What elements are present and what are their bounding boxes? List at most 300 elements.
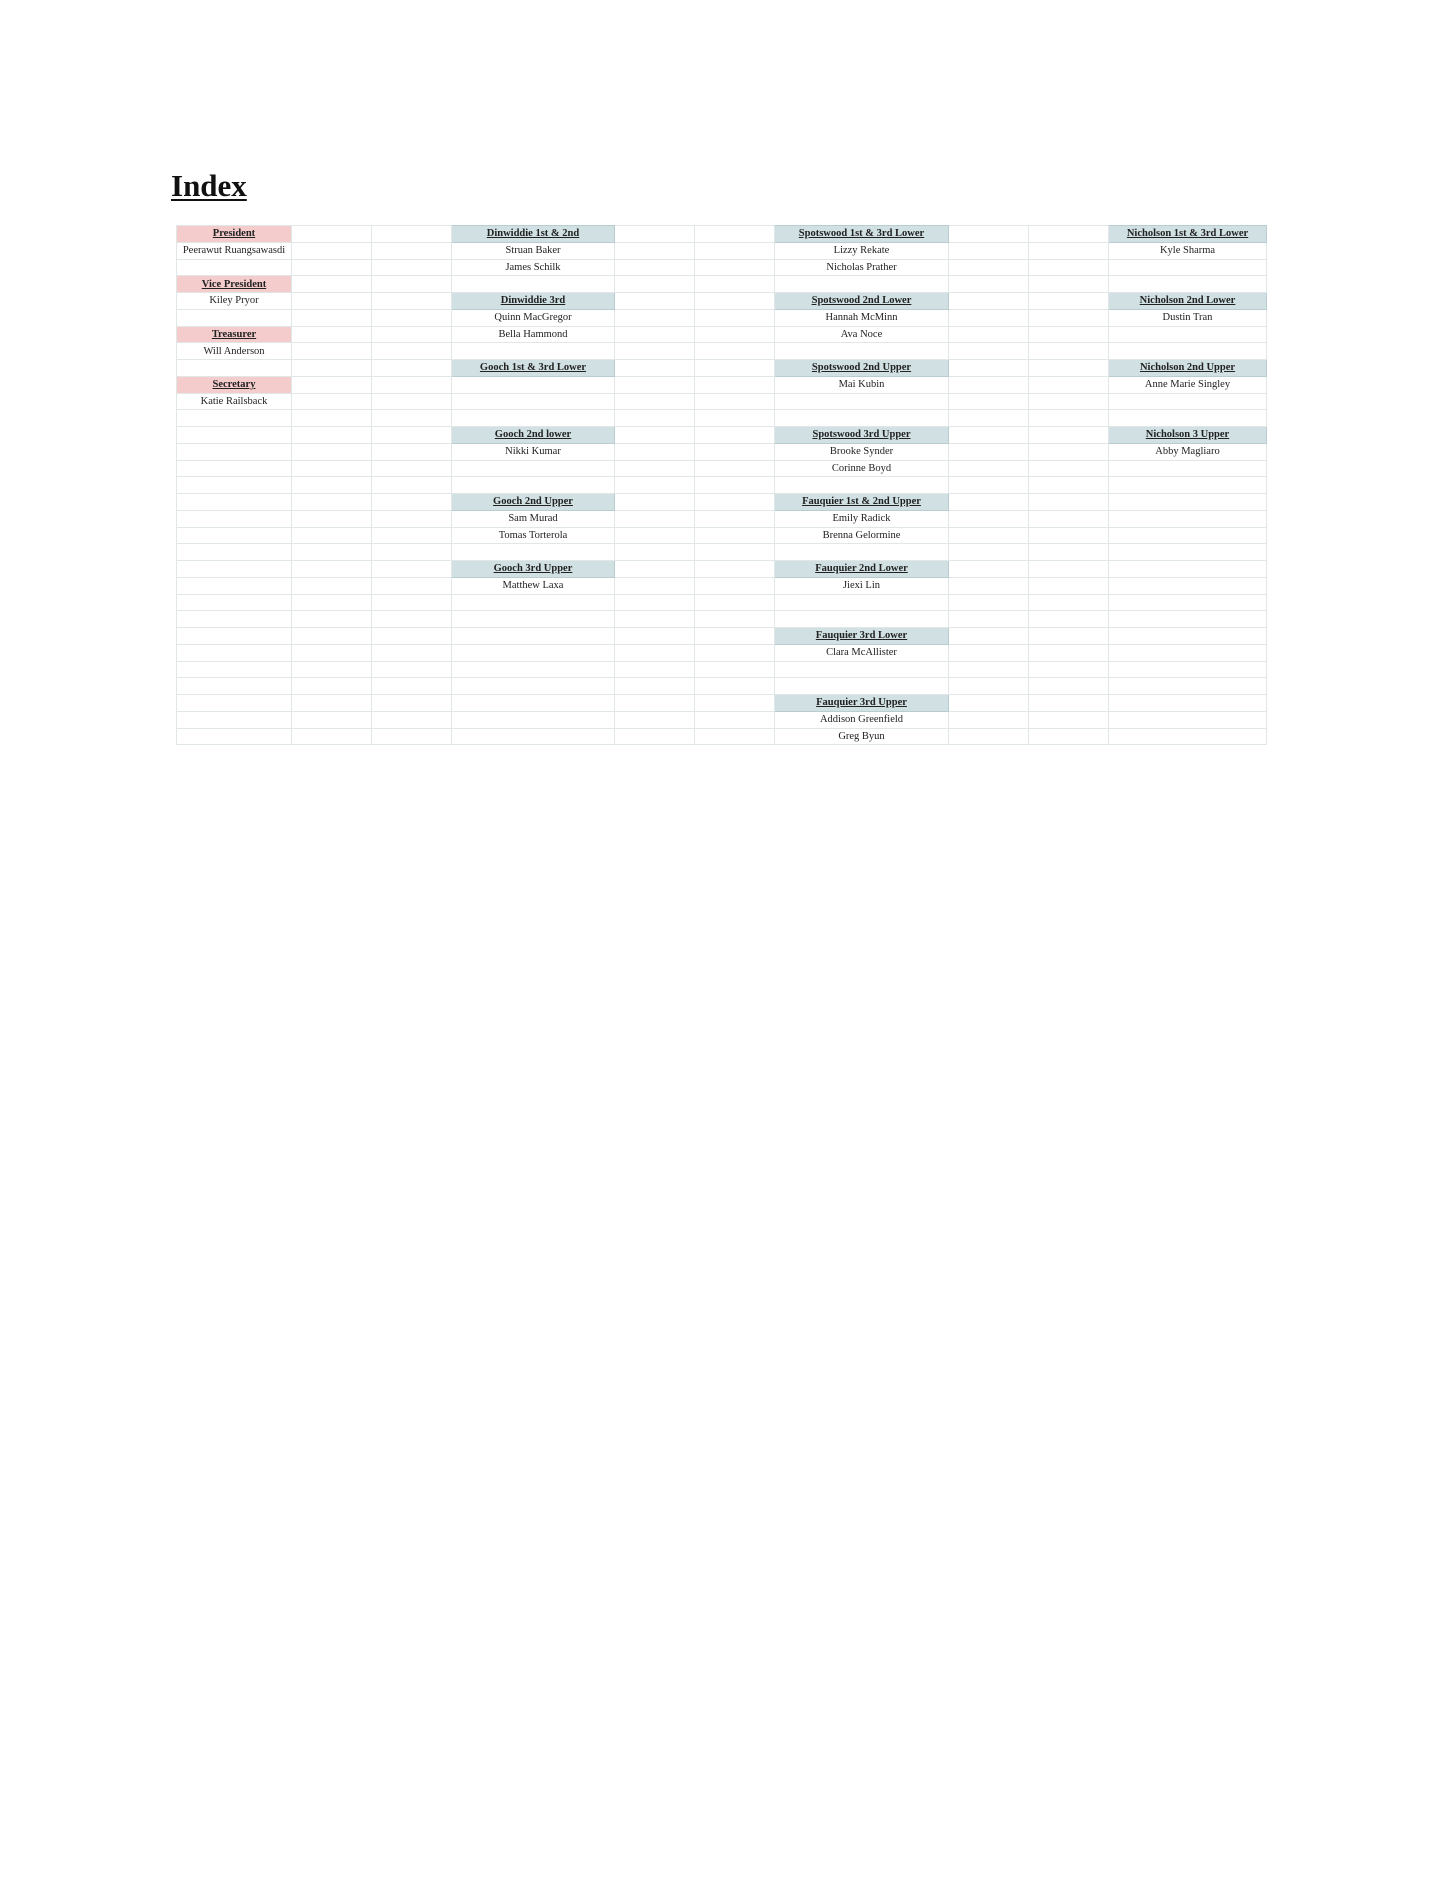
table-row xyxy=(177,628,1267,645)
grid-cell xyxy=(695,226,775,243)
grid-cell xyxy=(949,561,1029,578)
area-header: Gooch 3rd Upper xyxy=(452,561,615,578)
grid-cell xyxy=(949,544,1029,561)
grid-cell xyxy=(1029,527,1109,544)
member-name: Jiexi Lin xyxy=(775,577,949,594)
member-name: Bella Hammond xyxy=(452,326,615,343)
grid-cell xyxy=(292,376,372,393)
grid-cell xyxy=(452,410,615,427)
grid-cell xyxy=(1109,644,1267,661)
grid-cell xyxy=(949,309,1029,326)
table-row xyxy=(177,611,1267,628)
grid-cell xyxy=(615,360,695,377)
grid-cell xyxy=(775,594,949,611)
grid-cell xyxy=(292,577,372,594)
grid-cell xyxy=(1029,309,1109,326)
grid-cell xyxy=(775,678,949,695)
table-row xyxy=(177,494,1267,511)
table-row xyxy=(177,711,1267,728)
grid-cell xyxy=(292,460,372,477)
grid-cell xyxy=(372,527,452,544)
area-header: Spotswood 3rd Upper xyxy=(775,427,949,444)
grid-cell xyxy=(452,628,615,645)
grid-cell xyxy=(177,510,292,527)
grid-cell xyxy=(1109,477,1267,494)
grid-cell xyxy=(372,678,452,695)
grid-cell xyxy=(695,326,775,343)
grid-cell xyxy=(292,611,372,628)
grid-cell xyxy=(177,695,292,712)
grid-cell xyxy=(372,360,452,377)
grid-cell xyxy=(695,494,775,511)
index-grid xyxy=(176,225,1267,745)
grid-cell xyxy=(615,477,695,494)
grid-cell xyxy=(695,695,775,712)
grid-cell xyxy=(949,226,1029,243)
grid-cell xyxy=(177,611,292,628)
grid-cell xyxy=(615,242,695,259)
grid-cell xyxy=(615,678,695,695)
grid-cell xyxy=(615,410,695,427)
grid-cell xyxy=(949,678,1029,695)
table-row xyxy=(177,226,1267,243)
grid-cell xyxy=(372,226,452,243)
table-row xyxy=(177,728,1267,745)
grid-cell xyxy=(1029,242,1109,259)
grid-cell xyxy=(292,678,372,695)
grid-cell xyxy=(1109,628,1267,645)
grid-cell xyxy=(177,678,292,695)
grid-cell xyxy=(292,561,372,578)
grid-cell xyxy=(615,611,695,628)
grid-cell xyxy=(695,628,775,645)
grid-cell xyxy=(615,695,695,712)
grid-cell xyxy=(1109,527,1267,544)
grid-cell xyxy=(949,611,1029,628)
grid-body xyxy=(177,226,1267,745)
grid-cell xyxy=(615,510,695,527)
grid-cell xyxy=(372,443,452,460)
grid-cell xyxy=(1029,376,1109,393)
grid-cell xyxy=(949,594,1029,611)
grid-cell xyxy=(1029,494,1109,511)
table-row xyxy=(177,360,1267,377)
member-name: Ava Noce xyxy=(775,326,949,343)
grid-cell xyxy=(1029,611,1109,628)
grid-cell xyxy=(292,628,372,645)
grid-cell xyxy=(615,376,695,393)
area-header: Spotswood 2nd Upper xyxy=(775,360,949,377)
table-row xyxy=(177,678,1267,695)
grid-cell xyxy=(775,343,949,360)
grid-cell xyxy=(292,343,372,360)
grid-cell xyxy=(1029,276,1109,293)
grid-cell xyxy=(372,293,452,310)
grid-cell xyxy=(1029,226,1109,243)
grid-cell xyxy=(1029,628,1109,645)
grid-cell xyxy=(695,527,775,544)
member-name: Addison Greenfield xyxy=(775,711,949,728)
member-name: Will Anderson xyxy=(177,343,292,360)
grid-cell xyxy=(695,443,775,460)
grid-cell xyxy=(292,443,372,460)
grid-cell xyxy=(177,309,292,326)
member-name: Corinne Boyd xyxy=(775,460,949,477)
grid-cell xyxy=(177,577,292,594)
grid-cell xyxy=(1109,276,1267,293)
area-header: Fauquier 3rd Upper xyxy=(775,695,949,712)
grid-cell xyxy=(372,393,452,410)
grid-cell xyxy=(292,494,372,511)
area-header: Gooch 1st & 3rd Lower xyxy=(452,360,615,377)
grid-cell xyxy=(292,276,372,293)
grid-cell xyxy=(695,460,775,477)
table-row xyxy=(177,393,1267,410)
grid-cell xyxy=(949,460,1029,477)
area-header: Fauquier 2nd Lower xyxy=(775,561,949,578)
page-title: Index xyxy=(171,168,247,203)
grid-cell xyxy=(775,611,949,628)
table-row xyxy=(177,309,1267,326)
grid-cell xyxy=(695,276,775,293)
grid-cell xyxy=(615,276,695,293)
grid-cell xyxy=(949,343,1029,360)
area-header: Fauquier 1st & 2nd Upper xyxy=(775,494,949,511)
grid-cell xyxy=(452,343,615,360)
table-row xyxy=(177,376,1267,393)
grid-cell xyxy=(452,644,615,661)
grid-cell xyxy=(615,594,695,611)
grid-cell xyxy=(949,494,1029,511)
grid-cell xyxy=(695,343,775,360)
grid-cell xyxy=(615,226,695,243)
grid-cell xyxy=(372,544,452,561)
area-header: Nicholson 2nd Upper xyxy=(1109,360,1267,377)
grid-cell xyxy=(695,561,775,578)
grid-cell xyxy=(452,611,615,628)
grid-cell xyxy=(615,293,695,310)
member-name: Clara McAllister xyxy=(775,644,949,661)
table-row xyxy=(177,293,1267,310)
table-row xyxy=(177,544,1267,561)
grid-cell xyxy=(775,661,949,678)
member-name: James Schilk xyxy=(452,259,615,276)
member-name: Katie Railsback xyxy=(177,393,292,410)
grid-cell xyxy=(177,443,292,460)
grid-cell xyxy=(615,460,695,477)
grid-cell xyxy=(1109,561,1267,578)
grid-cell xyxy=(949,360,1029,377)
table-row xyxy=(177,276,1267,293)
grid-cell xyxy=(372,628,452,645)
grid-cell xyxy=(695,427,775,444)
area-header: Spotswood 2nd Lower xyxy=(775,293,949,310)
grid-cell xyxy=(292,477,372,494)
grid-cell xyxy=(372,561,452,578)
grid-cell xyxy=(372,728,452,745)
grid-cell xyxy=(695,644,775,661)
grid-cell xyxy=(292,393,372,410)
grid-cell xyxy=(452,460,615,477)
grid-cell xyxy=(372,695,452,712)
member-name: Emily Radick xyxy=(775,510,949,527)
grid-cell xyxy=(177,728,292,745)
grid-cell xyxy=(615,427,695,444)
grid-cell xyxy=(615,661,695,678)
grid-cell xyxy=(372,577,452,594)
grid-cell xyxy=(615,259,695,276)
grid-cell xyxy=(949,711,1029,728)
grid-cell xyxy=(292,226,372,243)
grid-cell xyxy=(372,494,452,511)
member-name: Nikki Kumar xyxy=(452,443,615,460)
area-header: Nicholson 2nd Lower xyxy=(1109,293,1267,310)
member-name: Matthew Laxa xyxy=(452,577,615,594)
grid-cell xyxy=(615,644,695,661)
grid-cell xyxy=(1029,577,1109,594)
grid-cell xyxy=(1029,544,1109,561)
area-header: Spotswood 1st & 3rd Lower xyxy=(775,226,949,243)
grid-cell xyxy=(695,594,775,611)
grid-cell xyxy=(949,276,1029,293)
grid-cell xyxy=(292,427,372,444)
area-header: Nicholson 3 Upper xyxy=(1109,427,1267,444)
grid-cell xyxy=(695,510,775,527)
grid-cell xyxy=(949,242,1029,259)
grid-cell xyxy=(372,661,452,678)
grid-cell xyxy=(372,711,452,728)
table-row xyxy=(177,343,1267,360)
grid-cell xyxy=(177,427,292,444)
grid-cell xyxy=(615,343,695,360)
table-row xyxy=(177,661,1267,678)
grid-cell xyxy=(1109,728,1267,745)
member-name: Hannah McMinn xyxy=(775,309,949,326)
grid-cell xyxy=(292,661,372,678)
member-name: Tomas Torterola xyxy=(452,527,615,544)
grid-cell xyxy=(1029,443,1109,460)
grid-cell xyxy=(949,728,1029,745)
grid-cell xyxy=(949,326,1029,343)
table-row xyxy=(177,477,1267,494)
grid-cell xyxy=(1029,360,1109,377)
grid-cell xyxy=(1029,644,1109,661)
grid-cell xyxy=(1109,326,1267,343)
grid-cell xyxy=(695,309,775,326)
grid-cell xyxy=(177,711,292,728)
grid-cell xyxy=(372,611,452,628)
grid-cell xyxy=(949,410,1029,427)
grid-cell xyxy=(177,628,292,645)
member-name: Struan Baker xyxy=(452,242,615,259)
grid-cell xyxy=(452,728,615,745)
member-name: Sam Murad xyxy=(452,510,615,527)
grid-cell xyxy=(1029,410,1109,427)
grid-cell xyxy=(292,527,372,544)
table-row xyxy=(177,326,1267,343)
member-name: Abby Magliaro xyxy=(1109,443,1267,460)
grid-cell xyxy=(1109,510,1267,527)
grid-cell xyxy=(292,728,372,745)
grid-cell xyxy=(1029,711,1109,728)
grid-cell xyxy=(695,577,775,594)
table-row xyxy=(177,561,1267,578)
grid-cell xyxy=(1029,661,1109,678)
grid-cell xyxy=(695,711,775,728)
area-header: Gooch 2nd Upper xyxy=(452,494,615,511)
grid-cell xyxy=(177,594,292,611)
grid-cell xyxy=(1029,695,1109,712)
grid-cell xyxy=(452,661,615,678)
grid-cell xyxy=(372,242,452,259)
grid-cell xyxy=(1029,259,1109,276)
grid-cell xyxy=(1029,477,1109,494)
grid-cell xyxy=(452,276,615,293)
grid-cell xyxy=(292,695,372,712)
member-name: Peerawut Ruangsawasdi xyxy=(177,242,292,259)
member-name: Anne Marie Singley xyxy=(1109,376,1267,393)
grid-cell xyxy=(292,594,372,611)
member-name: Greg Byun xyxy=(775,728,949,745)
grid-cell xyxy=(452,594,615,611)
grid-cell xyxy=(292,293,372,310)
grid-cell xyxy=(177,360,292,377)
officer-role-header: Secretary xyxy=(177,376,292,393)
grid-cell xyxy=(695,544,775,561)
grid-cell xyxy=(695,360,775,377)
grid-cell xyxy=(615,628,695,645)
grid-cell xyxy=(615,561,695,578)
grid-cell xyxy=(452,711,615,728)
grid-cell xyxy=(1109,678,1267,695)
grid-cell xyxy=(695,728,775,745)
grid-cell xyxy=(292,309,372,326)
grid-cell xyxy=(695,393,775,410)
grid-cell xyxy=(452,477,615,494)
grid-cell xyxy=(615,443,695,460)
member-name: Kyle Sharma xyxy=(1109,242,1267,259)
grid-cell xyxy=(949,443,1029,460)
table-row xyxy=(177,410,1267,427)
grid-cell xyxy=(615,494,695,511)
grid-cell xyxy=(615,393,695,410)
area-header: Fauquier 3rd Lower xyxy=(775,628,949,645)
grid-cell xyxy=(1029,678,1109,695)
area-header: Nicholson 1st & 3rd Lower xyxy=(1109,226,1267,243)
grid-cell xyxy=(695,477,775,494)
table-row xyxy=(177,510,1267,527)
grid-cell xyxy=(949,510,1029,527)
grid-cell xyxy=(292,360,372,377)
grid-cell xyxy=(695,410,775,427)
grid-cell xyxy=(949,376,1029,393)
table-row xyxy=(177,443,1267,460)
grid-cell xyxy=(292,259,372,276)
grid-cell xyxy=(1029,561,1109,578)
grid-cell xyxy=(1029,460,1109,477)
grid-cell xyxy=(949,293,1029,310)
grid-cell xyxy=(695,611,775,628)
grid-cell xyxy=(292,544,372,561)
grid-cell xyxy=(372,259,452,276)
table-row xyxy=(177,594,1267,611)
member-name: Dustin Tran xyxy=(1109,309,1267,326)
area-header: Dinwiddie 1st & 2nd xyxy=(452,226,615,243)
grid-cell xyxy=(1029,728,1109,745)
grid-cell xyxy=(1029,510,1109,527)
grid-cell xyxy=(1029,427,1109,444)
grid-cell xyxy=(695,242,775,259)
grid-cell xyxy=(949,527,1029,544)
grid-cell xyxy=(177,410,292,427)
officer-role-header: President xyxy=(177,226,292,243)
grid-cell xyxy=(1109,594,1267,611)
grid-cell xyxy=(615,326,695,343)
grid-cell xyxy=(949,661,1029,678)
grid-cell xyxy=(372,460,452,477)
grid-cell xyxy=(615,309,695,326)
grid-cell xyxy=(177,477,292,494)
member-name: Kiley Pryor xyxy=(177,293,292,310)
table-row xyxy=(177,644,1267,661)
grid-cell xyxy=(615,544,695,561)
grid-cell xyxy=(372,510,452,527)
grid-cell xyxy=(1029,594,1109,611)
officer-role-header: Treasurer xyxy=(177,326,292,343)
grid-cell xyxy=(177,661,292,678)
grid-cell xyxy=(1109,695,1267,712)
member-name: Nicholas Prather xyxy=(775,259,949,276)
grid-cell xyxy=(615,728,695,745)
grid-cell xyxy=(1029,326,1109,343)
grid-cell xyxy=(372,343,452,360)
grid-cell xyxy=(177,460,292,477)
table-row xyxy=(177,460,1267,477)
grid-cell xyxy=(372,477,452,494)
grid-cell xyxy=(372,644,452,661)
member-name: Mai Kubin xyxy=(775,376,949,393)
grid-cell xyxy=(452,376,615,393)
grid-cell xyxy=(1109,577,1267,594)
grid-cell xyxy=(615,577,695,594)
grid-cell xyxy=(372,410,452,427)
grid-cell xyxy=(695,293,775,310)
grid-cell xyxy=(615,711,695,728)
grid-cell xyxy=(695,376,775,393)
grid-cell xyxy=(292,242,372,259)
grid-cell xyxy=(695,678,775,695)
member-name: Brenna Gelormine xyxy=(775,527,949,544)
grid-cell xyxy=(452,544,615,561)
table-row xyxy=(177,577,1267,594)
grid-cell xyxy=(949,695,1029,712)
grid-cell xyxy=(949,477,1029,494)
grid-cell xyxy=(1029,393,1109,410)
grid-cell xyxy=(949,427,1029,444)
member-name: Quinn MacGregor xyxy=(452,309,615,326)
grid-cell xyxy=(292,326,372,343)
grid-cell xyxy=(177,644,292,661)
grid-cell xyxy=(1109,544,1267,561)
grid-cell xyxy=(615,527,695,544)
grid-cell xyxy=(372,427,452,444)
grid-cell xyxy=(1109,393,1267,410)
area-header: Dinwiddie 3rd xyxy=(452,293,615,310)
grid-cell xyxy=(177,527,292,544)
grid-cell xyxy=(177,544,292,561)
grid-cell xyxy=(372,276,452,293)
grid-cell xyxy=(775,544,949,561)
